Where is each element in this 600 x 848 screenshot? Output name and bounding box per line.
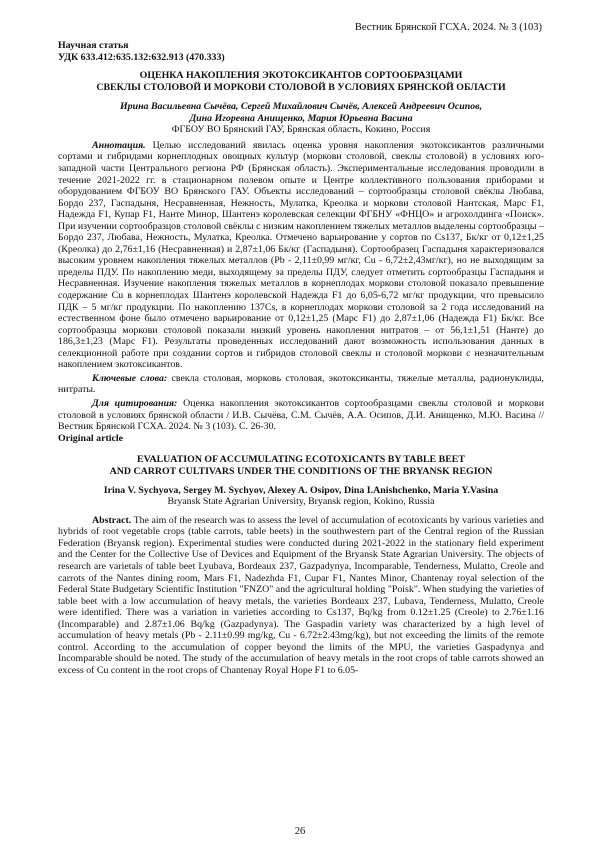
abstract-label-en: Abstract. <box>92 514 132 526</box>
article-type-en: Original article <box>58 432 123 444</box>
authors-en: Irina V. Sychyova, Sergey M. Sychyov, Alexey A. Osipov, Dina I.Anishchenko, Maria Y.Vasina <box>103 484 499 496</box>
abstract-label-ru: Аннотация. <box>92 139 146 151</box>
citation-label-ru: Для цитирования: <box>92 397 178 409</box>
authors-line-ru: Дина Игоревна Анищенко, Мария Юрьевна Васина <box>189 112 413 124</box>
udc-code: УДК 633.412:635.132:632.913 (470.333) <box>58 51 225 63</box>
affiliation-en: Bryansk State Agrarian University, Bryansk region, Kokino, Russia <box>167 496 435 508</box>
title-line-en: EVALUATION OF ACCUMULATING ECOTOXICANTS BY TABLE BEET <box>137 454 465 466</box>
keywords-text-ru: свекла столовая, морковь столовая, экотоксиканты, тяжелые металлы, радионуклиды, нитраты. <box>58 372 544 396</box>
affiliation-ru: ФГБОУ ВО Брянский ГАУ, Брянская область, Кокино, Россия <box>171 124 431 136</box>
keywords-label-ru: Ключевые слова: <box>92 372 168 384</box>
citation-text-ru: Оценка накопления экотоксикантов сортообразцами свеклы столовой и моркови столовой в условиях брянской области / И.В. Сычёва, С.М. Сычёв, А.А. Осипов, Д.И. Анищенко, М.Ю. Васина // Вестник Брянской ГСХА. 2024. № 3 (103). С. 26-30. <box>58 397 544 433</box>
abstract-text-ru: Целью исследований явилась оценка уровня накопления экотоксикантов различными сортами и гибридами корнеплодных овощных культур (моркови столовой, свеклы столовой) в условиях юго-западной части Центрального региона РФ (Брянская область). Экспериментальные исследования проводили в течение 2021-2022 гг. в стационарном полевом опыте и Центре коллективного пользования приборами и оборудованием ФГБОУ ВО Брянского ГАУ. Объекты исследований – сортообразцы столовой свёклы Любава, Бордо 237, Гаспадыня, Несравненная, Нежность, Мулатка, Креолка и моркови столовой Нантская, Марс F1, Надежда F1, Купар F1, Нанте Минор, Шантенэ королевская селекции ФГБНУ «ФНЦО» и агрохолдинга «Поиск». При изучении сортообразцов столовой свёклы с низким накоплением тяжелых металлов выделены сортообразцы – Бордо 237, Любава, Нежность, Мулатка, Креолка. Отмечено варьирование у сортов по Cs137, Бк/кг от 0,12±1,25 (Креолка) до 2,76±1,16 (Несравненная) и 2,87±1,06 Бк/кг (Гаспадыня). Сортообразец Гаспадыня характеризовался высоким уровнем накопления тяжелых металлов (Pb - 2,11±0,99 мг/кг, Cu - 6,72±2,43мг/кг), но не выходящим за пределы ПДУ. По накоплению меди, выходящему за пределы ПДУ, следует отметить сортообразцы Гаспадыня и Несравненная. Изучение накопления тяжелых металлов в корнеплодах моркови столовой показало превышение содержание Cu в корнеплодах Шантенэ королевской Надежда F1 до 6,05-6,72 мг/кг продукции, что превысило ПДК – 5 мг/кг продукции. По накоплению 137Cs, в корнеплодах моркови столовой за 2 года исследований на естественном фоне было отмечено варьирование от 0,12±1,25 (Марс F1) до 2,87±1,06 (Надежда F1) Бк/кг. Все сортообразцы моркови столовой показали низкий уровень накопления нитратов – от 56,1±1,51 (Нанте) до 186,3±1,23 (Марс F1). Результаты проведенных исследований дают возможность использования данных в селекционной работе при создании сортов и гибридов столовой свеклы и столовой моркови с незначительным накоплением экотоксикантов. <box>58 139 544 371</box>
article-type-ru: Научная статья <box>58 40 129 51</box>
authors-ru <box>58 101 544 124</box>
title-line-en: AND CARROT CULTIVARS UNDER THE CONDITIONS OF THE BRYANSK REGION <box>109 465 493 477</box>
article-title-en <box>58 454 544 478</box>
authors-line-ru: Ирина Васильевна Сычёва, Сергей Михайлович Сычёв, Алексей Андреевич Осипов, <box>119 101 483 113</box>
journal-header: Вестник Брянской ГСХА. 2024. № 3 (103) <box>354 22 542 33</box>
page-number: 26 <box>294 826 306 837</box>
abstract-text-en: The aim of the research was to assess the level of accumulation of ecotoxicants by various varieties and hybrids of root vegetable crops (table carrots, table beets) in the southwestern part of the Central region of the Russian Federation (Bryansk region). Experimental studies were conducted during 2021-2022 in the stationary field experiment and the Center for the Collective Use of Devices and Equipment of the Bryansk State Agrarian University. The objects of research are varietals of table beet Lyubava, Bordeaux 237, Gazpadynya, Incomparable, Tenderness, Mulatto, Creole and carrots of the Nantes dining room, Mars F1, Nadezhda F1, Cupar F1, Nantes Minor, Chantenay royal selection of the Federal State Budgetary Scientific Institution "FNZO" and the agricultural holding "Poisk". When studying the varieties of table beet with a low accumulation of heavy metals, the varieties Bordeaux 237, Lubava, Tenderness, Mulatto, Creole were identified. There was a variation in varieties according to Cs137, Bq/kg from 0.12±1.25 (Creole) to 2.76±1.16 (Incomparable) and 2.87±1.06 Bq/kg (Gazpadynya). The Gaspadin variety was characterized by a high level of accumulation of heavy metals (Pb - 2.11±0.99 mg/kg, Cu - 6.72±2.43mg/kg), but not exceeding the limits of the remote control. According to the accumulation of copper beyond the limits of the MPU, the varieties Gaspadynya and Incomparable should be noted. The study of the accumulation of heavy metals in the root crops of table carrots showed an excess of Cu content in the root crops of Chantenay Royal Hope F1 to 6.05- <box>58 514 544 676</box>
citation-ru <box>58 398 544 433</box>
title-line-ru: ОЦЕНКА НАКОПЛЕНИЯ ЭКОТОКСИКАНТОВ СОРТООБРАЗЦАМИ <box>139 70 463 82</box>
russian-section <box>58 40 544 676</box>
article-title-ru <box>58 70 544 93</box>
abstract-en <box>58 515 544 677</box>
abstract-ru <box>58 140 544 371</box>
keywords-ru <box>58 373 544 396</box>
title-line-ru: СВЕКЛЫ СТОЛОВОЙ И МОРКОВИ СТОЛОВОЙ В УСЛОВИЯХ БРЯНСКОЙ ОБЛАСТИ <box>96 81 506 93</box>
